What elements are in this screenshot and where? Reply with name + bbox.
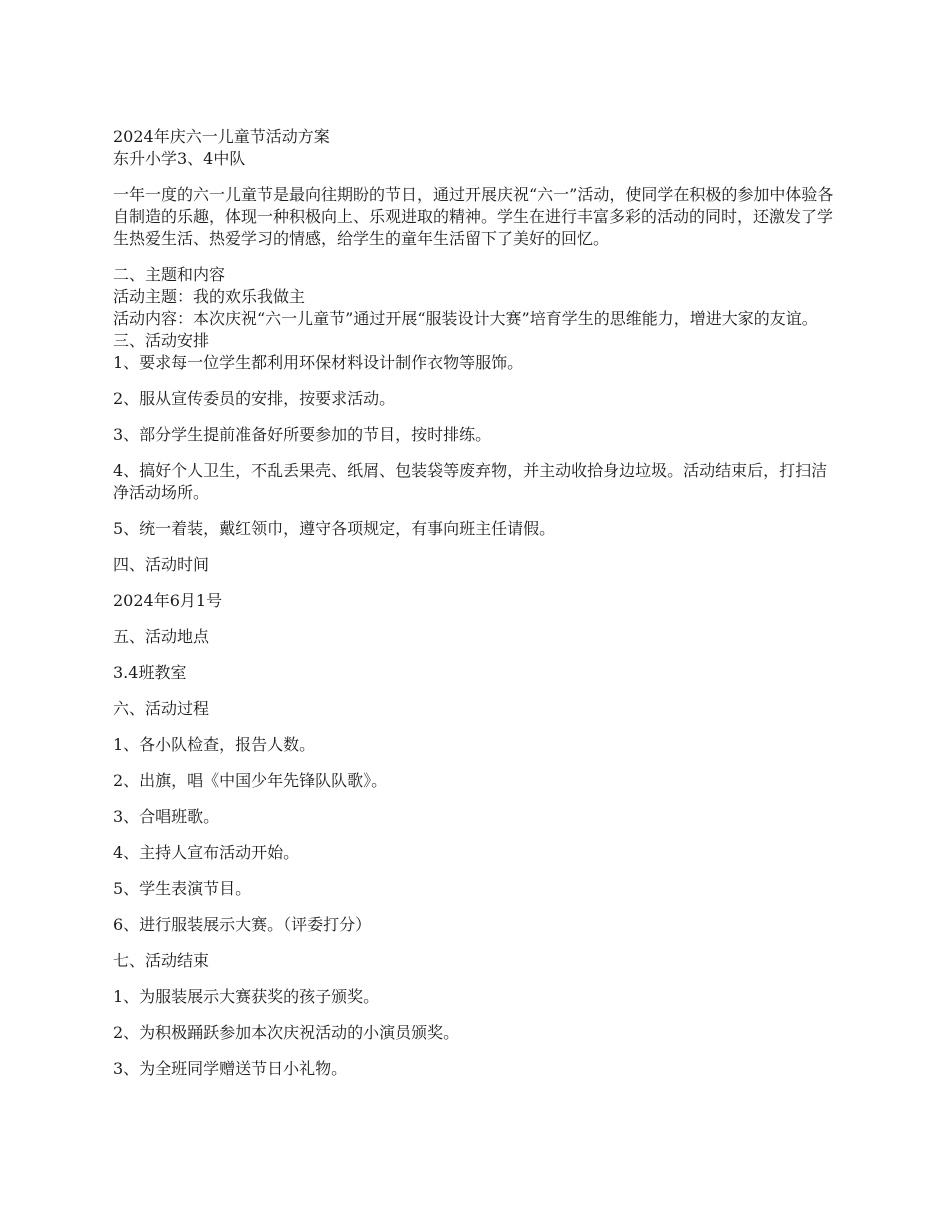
process-item: 5、学生表演节目。 [113,879,252,898]
intro-paragraph: 一年一度的六一儿童节是最向往期盼的节日，通过开展庆祝“六一”活动，使同学在积极的参加中体验各自制造的乐趣，体现一种积极向上、乐观进取的精神。学生在进行丰富多彩的活动的同时，还激发了学生热爱生活、热爱学习的情感，给学生的童年生活留下了美好的回忆。 [113,185,834,248]
process-item: 1、各小队检查，报告人数。 [113,735,316,754]
section-heading-arrangement: 三、活动安排 [113,331,210,350]
document-title: 2024年庆六一儿童节活动方案 [113,127,330,146]
section-heading-closing: 七、活动结束 [113,951,210,970]
document-page [113,126,838,1080]
section-heading-location: 五、活动地点 [113,627,210,646]
process-item: 2、出旗，唱《中国少年先锋队队歌》。 [113,771,388,790]
section-heading-process: 六、活动过程 [113,699,210,718]
arrangement-item: 4、搞好个人卫生，不乱丢果壳、纸屑、包装袋等废弃物，并主动收拾身边垃圾。活动结束后，打扫洁净活动场所。 [113,461,828,502]
closing-item: 1、为服装展示大赛获奖的孩子颁奖。 [113,987,380,1006]
activity-content: 活动内容：本次庆祝“六一儿童节”通过开展“服装设计大赛”培育学生的思维能力，增进大家的友谊。 [113,309,818,328]
arrangement-item: 5、统一着装，戴红领巾，遵守各项规定，有事向班主任请假。 [113,519,556,538]
process-item: 4、主持人宣布活动开始。 [113,843,300,862]
activity-location: 3.4班教室 [113,663,187,682]
section-heading-time: 四、活动时间 [113,555,210,574]
document-subtitle: 东升小学3、4中队 [113,149,246,168]
arrangement-item: 2、服从宣传委员的安排，按要求活动。 [113,389,396,408]
arrangement-item: 3、部分学生提前准备好所要参加的节目，按时排练。 [113,425,492,444]
arrangement-item: 1、要求每一位学生都利用环保材料设计制作衣物等服饰。 [113,353,524,372]
activity-theme: 活动主题：我的欢乐我做主 [113,287,306,306]
closing-item: 3、为全班同学赠送节日小礼物。 [113,1059,348,1078]
process-item: 6、进行服装展示大赛。（评委打分） [113,915,372,934]
closing-item: 2、为积极踊跃参加本次庆祝活动的小演员颁奖。 [113,1023,460,1042]
process-item: 3、合唱班歌。 [113,807,220,826]
activity-time: 2024年6月1号 [113,591,223,610]
section-heading-theme: 二、主题和内容 [113,265,226,284]
